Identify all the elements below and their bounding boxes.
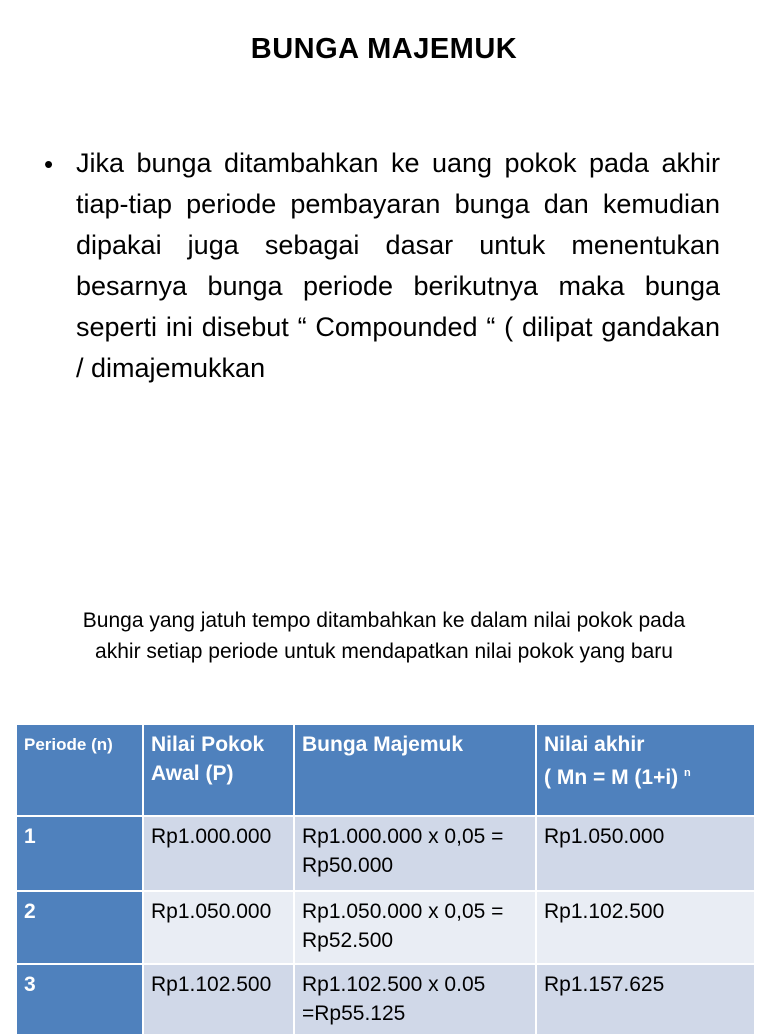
cell-bunga-line1: Rp1.000.000 x 0,05 = bbox=[302, 825, 504, 848]
header-nilai-pokok-line2: Awal (P) bbox=[151, 762, 234, 785]
cell-bunga bbox=[294, 964, 536, 1035]
header-nilai-pokok bbox=[143, 724, 294, 816]
table-row bbox=[16, 964, 755, 1035]
header-formula: ( Mn = M (1+i) bbox=[544, 766, 679, 789]
cell-bunga-line1: Rp1.102.500 x 0.05 bbox=[302, 973, 486, 996]
bullet-list bbox=[40, 143, 720, 389]
cell-bunga bbox=[294, 891, 536, 964]
cell-pokok: Rp1.000.000 bbox=[143, 816, 294, 891]
caption-line-1: Bunga yang jatuh tempo ditambahkan ke dalam nilai pokok pada bbox=[82, 609, 686, 632]
cell-akhir: Rp1.157.625 bbox=[536, 964, 755, 1035]
cell-pokok: Rp1.102.500 bbox=[143, 964, 294, 1035]
cell-bunga-line2: =Rp55.125 bbox=[302, 1002, 406, 1025]
caption-line-2: akhir setiap periode untuk mendapatkan nilai pokok yang baru bbox=[95, 640, 673, 663]
page-title: BUNGA MAJEMUK bbox=[250, 33, 518, 65]
header-nilai-akhir-line2 bbox=[544, 759, 747, 792]
cell-periode: 3 bbox=[16, 964, 143, 1035]
header-formula-exponent: n bbox=[684, 767, 691, 779]
table-header-row bbox=[16, 724, 755, 816]
cell-periode: 1 bbox=[16, 816, 143, 891]
table-row bbox=[16, 816, 755, 891]
bullet-text: Jika bunga ditambahkan ke uang pokok pada akhir tiap-tiap periode pembayaran bunga dan kemudian dipakai juga sebagai dasar untuk menentukan besarnya bunga periode berikutnya maka bunga seperti ini disebut “ Compounded “ ( dilipat gandakan / dimajemukkan bbox=[76, 148, 720, 383]
cell-pokok: Rp1.050.000 bbox=[143, 891, 294, 964]
header-nilai-akhir-line1: Nilai akhir bbox=[544, 733, 645, 756]
cell-bunga-line2: Rp52.500 bbox=[302, 929, 394, 952]
table-row bbox=[16, 891, 755, 964]
header-bunga-majemuk: Bunga Majemuk bbox=[294, 724, 536, 816]
header-periode: Periode (n) bbox=[16, 724, 143, 816]
header-nilai-akhir bbox=[536, 724, 755, 816]
header-nilai-pokok-line1: Nilai Pokok bbox=[151, 733, 265, 756]
cell-periode: 2 bbox=[16, 891, 143, 964]
cell-bunga-line2: Rp50.000 bbox=[302, 854, 394, 877]
cell-bunga bbox=[294, 816, 536, 891]
cell-akhir: Rp1.102.500 bbox=[536, 891, 755, 964]
bullet-dot-icon: • bbox=[44, 149, 54, 179]
table-caption bbox=[30, 605, 738, 667]
cell-bunga-line1: Rp1.050.000 x 0,05 = bbox=[302, 900, 504, 923]
cell-akhir: Rp1.050.000 bbox=[536, 816, 755, 891]
compound-interest-table bbox=[15, 723, 756, 1036]
